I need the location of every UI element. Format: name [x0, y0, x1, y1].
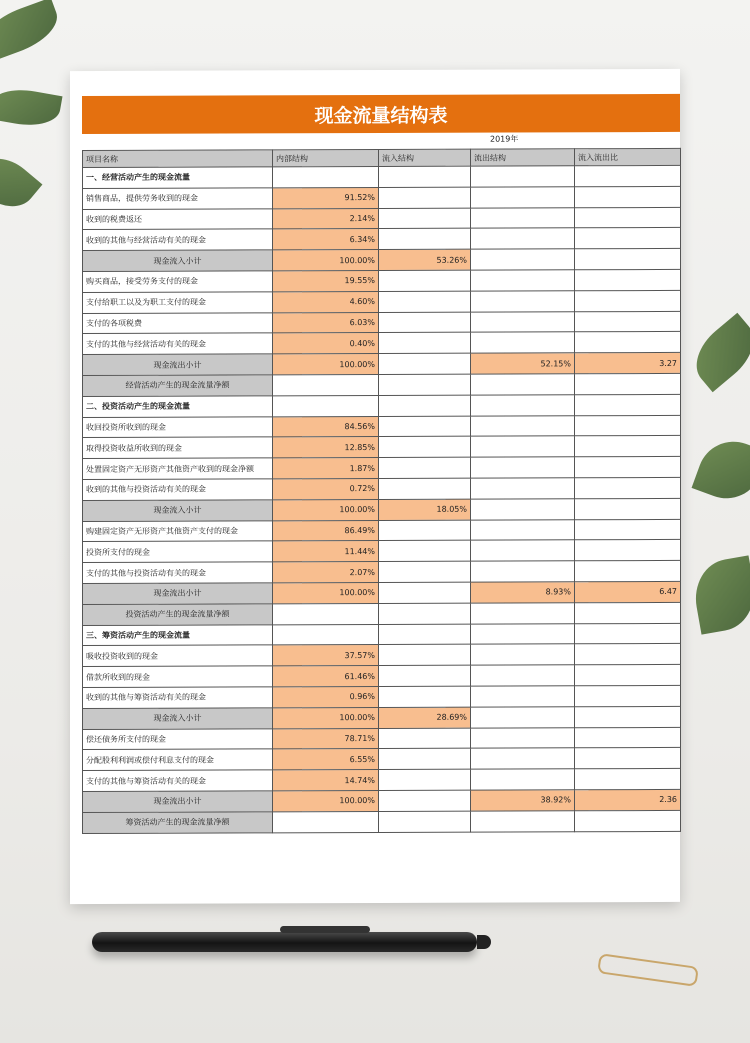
table-row [83, 602, 681, 625]
table-cell[interactable]: 二、投资活动产生的现金流量 [83, 396, 273, 417]
table-cell[interactable] [575, 269, 681, 290]
table-cell[interactable]: 现金流出小计 [83, 583, 273, 604]
table-cell[interactable]: 2.14% [273, 208, 379, 229]
table-cell[interactable]: 现金流入小计 [83, 250, 273, 271]
table-cell[interactable] [273, 395, 379, 416]
table-cell[interactable] [471, 187, 575, 208]
table-row [83, 581, 681, 604]
table-cell[interactable] [379, 582, 471, 603]
table-cell[interactable]: 支付给职工以及为职工支付的现金 [83, 292, 273, 313]
table-cell[interactable] [471, 603, 575, 624]
table-cell[interactable]: 取得投资收益所收到的现金 [83, 437, 273, 458]
table-cell[interactable] [379, 312, 471, 333]
table-cell[interactable] [379, 686, 471, 707]
table-cell[interactable]: 6.34% [273, 229, 379, 250]
table-cell[interactable]: 2.36 [575, 789, 681, 810]
plant-leaf-decoration [0, 0, 64, 62]
table-cell[interactable] [273, 811, 379, 832]
table-row [83, 498, 681, 521]
table-cell[interactable] [575, 373, 681, 394]
table-row [83, 436, 681, 459]
table-cell[interactable] [379, 333, 471, 354]
table-cell[interactable] [471, 727, 575, 748]
table-cell[interactable] [575, 519, 681, 540]
table-cell[interactable]: 收到的其他与筹资活动有关的现金 [83, 687, 273, 708]
table-cell[interactable] [471, 769, 575, 790]
table-cell[interactable] [471, 561, 575, 582]
table-cell[interactable]: 11.44% [273, 541, 379, 562]
table-cell[interactable] [379, 790, 471, 811]
column-header: 流入结构 [379, 149, 471, 166]
table-cell[interactable] [379, 478, 471, 499]
table-cell[interactable] [379, 644, 471, 665]
table-cell[interactable] [379, 166, 471, 187]
table-row [83, 540, 681, 563]
table-cell[interactable]: 3.27 [575, 353, 681, 374]
table-cell[interactable]: 6.55% [273, 749, 379, 770]
table-row [83, 789, 681, 812]
table-cell[interactable]: 38.92% [471, 790, 575, 811]
table-cell[interactable]: 0.40% [273, 333, 379, 354]
table-cell[interactable]: 收到的其他与投资活动有关的现金 [83, 479, 273, 500]
plant-leaf-decoration [692, 432, 750, 509]
table-cell[interactable] [575, 727, 681, 748]
plant-leaf-decoration [0, 84, 63, 131]
table-cell[interactable]: 购买商品，接受劳务支付的现金 [83, 271, 273, 292]
table-cell[interactable] [471, 207, 575, 228]
table-row [83, 748, 681, 771]
table-cell[interactable]: 分配股利利润或偿付利息支付的现金 [83, 749, 273, 770]
table-cell[interactable] [379, 291, 471, 312]
table-cell[interactable] [575, 685, 681, 706]
table-cell[interactable] [379, 395, 471, 416]
table-cell[interactable] [575, 477, 681, 498]
table-cell[interactable] [379, 769, 471, 790]
table-cell[interactable] [575, 665, 681, 686]
table-cell[interactable]: 借款所收到的现金 [83, 666, 273, 687]
table-cell[interactable]: 4.60% [273, 291, 379, 312]
table-cell[interactable]: 收到的税费返还 [83, 208, 273, 229]
table-row [83, 415, 681, 438]
table-cell[interactable] [379, 353, 471, 374]
table-cell[interactable] [471, 395, 575, 416]
table-cell[interactable]: 100.00% [273, 790, 379, 811]
table-cell[interactable] [471, 415, 575, 436]
page-title: 现金流量结构表 [82, 94, 680, 134]
table-cell[interactable]: 100.00% [273, 499, 379, 520]
table-cell[interactable] [471, 374, 575, 395]
table-row [83, 685, 681, 708]
table-cell[interactable] [471, 623, 575, 644]
table-cell[interactable] [379, 624, 471, 645]
table-cell[interactable]: 91.52% [273, 187, 379, 208]
plant-leaf-decoration [684, 313, 750, 392]
table-cell[interactable] [379, 561, 471, 582]
table-cell[interactable] [575, 810, 681, 831]
table-cell[interactable]: 61.46% [273, 666, 379, 687]
table-cell[interactable] [575, 290, 681, 311]
table-cell[interactable]: 2.07% [273, 562, 379, 583]
table-cell[interactable] [471, 540, 575, 561]
table-row [83, 477, 681, 500]
column-header: 流出结构 [471, 149, 575, 166]
table-row [83, 311, 681, 334]
table-cell[interactable] [379, 748, 471, 769]
table-cell[interactable]: 现金流入小计 [83, 708, 273, 729]
table-cell[interactable]: 支付的其他与经营活动有关的现金 [83, 333, 273, 354]
spreadsheet-page [70, 69, 680, 904]
table-row [83, 332, 681, 355]
table-cell[interactable] [471, 457, 575, 478]
table-cell[interactable]: 一、经营活动产生的现金流量 [83, 167, 273, 188]
table-row [83, 706, 681, 729]
table-cell[interactable] [471, 665, 575, 686]
table-row [83, 165, 681, 188]
table-cell[interactable]: 现金流出小计 [83, 354, 273, 375]
table-row [83, 186, 681, 209]
table-cell[interactable]: 0.72% [273, 478, 379, 499]
table-cell[interactable] [575, 623, 681, 644]
table-row [83, 644, 681, 667]
table-cell[interactable]: 1.87% [273, 458, 379, 479]
table-cell[interactable] [471, 291, 575, 312]
table-cell[interactable] [575, 436, 681, 457]
table-cell[interactable]: 投资活动产生的现金流量净额 [83, 604, 273, 625]
table-cell[interactable] [273, 166, 379, 187]
table-row [83, 623, 681, 646]
table-cell[interactable] [575, 457, 681, 478]
year-label: 2019年 [490, 134, 519, 144]
table-cell[interactable]: 52.15% [471, 353, 575, 374]
table-cell[interactable] [575, 249, 681, 270]
table-cell[interactable] [379, 416, 471, 437]
plant-leaf-decoration [689, 555, 750, 634]
table-row [83, 519, 681, 542]
table-cell[interactable]: 销售商品，提供劳务收到的现金 [83, 188, 273, 209]
table-cell[interactable]: 28.69% [379, 707, 471, 728]
table-cell[interactable]: 投资所支付的现金 [83, 541, 273, 562]
table-row [83, 665, 681, 688]
table-cell[interactable]: 84.56% [273, 416, 379, 437]
table-row [83, 353, 681, 376]
table-cell[interactable] [575, 540, 681, 561]
table-cell[interactable]: 100.00% [273, 582, 379, 603]
table-cell[interactable]: 现金流入小计 [83, 500, 273, 521]
table-cell[interactable]: 18.05% [379, 499, 471, 520]
table-cell[interactable] [575, 498, 681, 519]
table-cell[interactable] [471, 644, 575, 665]
table-cell[interactable] [575, 332, 681, 353]
table-row [83, 394, 681, 417]
table-cell[interactable] [379, 811, 471, 832]
table-cell[interactable]: 0.96% [273, 686, 379, 707]
table-cell[interactable] [273, 624, 379, 645]
table-cell[interactable] [379, 437, 471, 458]
table-cell[interactable] [575, 415, 681, 436]
table-cell[interactable] [575, 165, 681, 186]
table-row [83, 249, 681, 272]
table-cell[interactable] [575, 186, 681, 207]
table-cell[interactable] [379, 541, 471, 562]
table-cell[interactable]: 100.00% [273, 354, 379, 375]
table-cell[interactable] [471, 748, 575, 769]
table-cell[interactable]: 经营活动产生的现金流量净额 [83, 375, 273, 396]
table-cell[interactable] [471, 311, 575, 332]
table-cell[interactable]: 14.74% [273, 770, 379, 791]
table-cell[interactable] [379, 187, 471, 208]
table-cell[interactable]: 支付的其他与投资活动有关的现金 [83, 562, 273, 583]
table-cell[interactable] [575, 644, 681, 665]
column-header: 内部结构 [273, 149, 379, 166]
table-cell[interactable]: 100.00% [273, 250, 379, 271]
column-header: 流入流出比 [575, 148, 681, 165]
table-row [83, 769, 681, 792]
table-cell[interactable] [471, 228, 575, 249]
table-cell[interactable]: 收回投资所收到的现金 [83, 416, 273, 437]
table-cell[interactable] [575, 602, 681, 623]
table-row [83, 457, 681, 480]
table-cell[interactable] [575, 561, 681, 582]
table-row [83, 269, 681, 292]
table-cell[interactable] [273, 603, 379, 624]
table-cell[interactable] [379, 728, 471, 749]
table-cell[interactable] [575, 311, 681, 332]
table-row [83, 290, 681, 313]
table-cell[interactable] [471, 436, 575, 457]
table-row [83, 373, 681, 396]
table-cell[interactable]: 8.93% [471, 582, 575, 603]
column-header: 项目名称 [83, 150, 273, 168]
table-cell[interactable]: 6.03% [273, 312, 379, 333]
table-cell[interactable]: 处置固定资产无形资产其他资产收到的现金净额 [83, 458, 273, 479]
table-cell[interactable]: 100.00% [273, 707, 379, 728]
table-cell[interactable]: 12.85% [273, 437, 379, 458]
table-cell[interactable] [273, 374, 379, 395]
table-cell[interactable] [575, 748, 681, 769]
table-cell[interactable] [379, 603, 471, 624]
pen-clip-decoration [280, 926, 370, 933]
table-cell[interactable]: 收到的其他与经营活动有关的现金 [83, 229, 273, 250]
table-cell[interactable]: 偿还债务所支付的现金 [83, 728, 273, 749]
table-cell[interactable] [379, 665, 471, 686]
table-cell[interactable]: 6.47 [575, 581, 681, 602]
table-cell[interactable] [471, 249, 575, 270]
table-cell[interactable] [471, 166, 575, 187]
table-cell[interactable] [379, 374, 471, 395]
table-cell[interactable] [379, 520, 471, 541]
table-cell[interactable] [379, 208, 471, 229]
table-cell[interactable]: 三、筹资活动产生的现金流量 [83, 624, 273, 645]
table-row [83, 207, 681, 230]
table-cell[interactable] [575, 394, 681, 415]
table-cell[interactable]: 53.26% [379, 249, 471, 270]
table-cell[interactable] [575, 706, 681, 727]
table-cell[interactable] [471, 478, 575, 499]
table-cell[interactable] [575, 207, 681, 228]
table-cell[interactable]: 吸收投资收到的现金 [83, 645, 273, 666]
table-cell[interactable] [379, 229, 471, 250]
table-cell[interactable]: 筹资活动产生的现金流量净额 [83, 812, 273, 833]
table-cell[interactable]: 支付的其他与筹资活动有关的现金 [83, 770, 273, 791]
table-cell[interactable] [471, 707, 575, 728]
table-header-row [83, 148, 681, 167]
table-cell[interactable] [379, 457, 471, 478]
table-row [83, 228, 681, 251]
table-row [83, 810, 681, 833]
table-cell[interactable] [471, 686, 575, 707]
table-cell[interactable]: 购建固定资产无形资产其他资产支付的现金 [83, 520, 273, 541]
table-cell[interactable]: 19.55% [273, 270, 379, 291]
table-cell[interactable]: 37.57% [273, 645, 379, 666]
paperclip-decoration [597, 953, 699, 987]
table-cell[interactable] [471, 499, 575, 520]
table-cell[interactable] [471, 270, 575, 291]
pen-decoration [92, 932, 477, 952]
table-cell[interactable] [471, 519, 575, 540]
table-cell[interactable] [575, 228, 681, 249]
table-cell[interactable] [471, 332, 575, 353]
table-cell[interactable]: 现金流出小计 [83, 791, 273, 812]
table-cell[interactable] [575, 769, 681, 790]
table-cell[interactable]: 支付的各项税费 [83, 312, 273, 333]
plant-leaf-decoration [0, 146, 42, 219]
table-cell[interactable] [379, 270, 471, 291]
table-row [83, 727, 681, 750]
table-cell[interactable]: 78.71% [273, 728, 379, 749]
table-row [83, 561, 681, 584]
cash-flow-table [82, 148, 681, 834]
table-cell[interactable]: 86.49% [273, 520, 379, 541]
table-cell[interactable] [471, 811, 575, 832]
pen-tip-decoration [477, 935, 491, 949]
